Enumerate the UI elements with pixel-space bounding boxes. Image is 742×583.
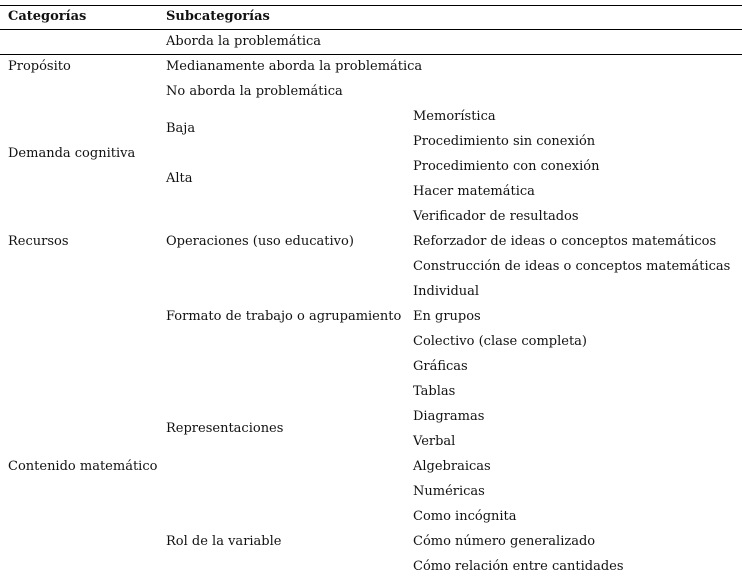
subcategory: Baja: [166, 121, 196, 136]
detail: Verificador de resultados: [413, 209, 579, 224]
header-categories: Categorías: [8, 9, 87, 24]
header-subcategories: Subcategorías: [166, 9, 270, 24]
detail: Diagramas: [413, 409, 485, 424]
row-rule: [0, 54, 742, 55]
header-rule: [0, 29, 742, 30]
detail: Cómo relación entre cantidades: [413, 559, 624, 574]
subcategory: Formato de trabajo o agrupamiento: [166, 309, 402, 324]
subcategory: Rol de la variable: [166, 534, 282, 549]
detail: Procedimiento sin conexión: [413, 134, 596, 149]
detail: Reforzador de ideas o conceptos matemáticos: [413, 234, 717, 249]
detail: Colectivo (clase completa): [413, 334, 588, 349]
detail: Verbal: [413, 434, 456, 449]
subcategory: Representaciones: [166, 421, 284, 436]
category: Propósito: [8, 59, 71, 74]
detail: Construcción de ideas o conceptos matemáticas: [413, 259, 731, 274]
detail: Memorística: [413, 109, 496, 124]
detail: Cómo número generalizado: [413, 534, 596, 549]
subcategory: Alta: [166, 171, 193, 186]
detail: Individual: [413, 284, 480, 299]
detail: Hacer matemática: [413, 184, 535, 199]
category: Contenido matemático: [8, 459, 158, 474]
subcategory: Aborda la problemática: [166, 34, 322, 49]
category: Demanda cognitiva: [8, 146, 136, 161]
detail: Gráficas: [413, 359, 468, 374]
subcategory: No aborda la problemática: [166, 84, 343, 99]
detail: Algebraicas: [413, 459, 491, 474]
subcategory: Operaciones (uso educativo): [166, 234, 354, 249]
detail: Procedimiento con conexión: [413, 159, 600, 174]
subcategory: Medianamente aborda la problemática: [166, 59, 423, 74]
detail: Tablas: [413, 384, 456, 399]
detail: Numéricas: [413, 484, 485, 499]
detail: En grupos: [413, 309, 481, 324]
detail: Como incógnita: [413, 509, 517, 524]
category: Recursos: [8, 234, 69, 249]
top-rule: [0, 5, 742, 6]
